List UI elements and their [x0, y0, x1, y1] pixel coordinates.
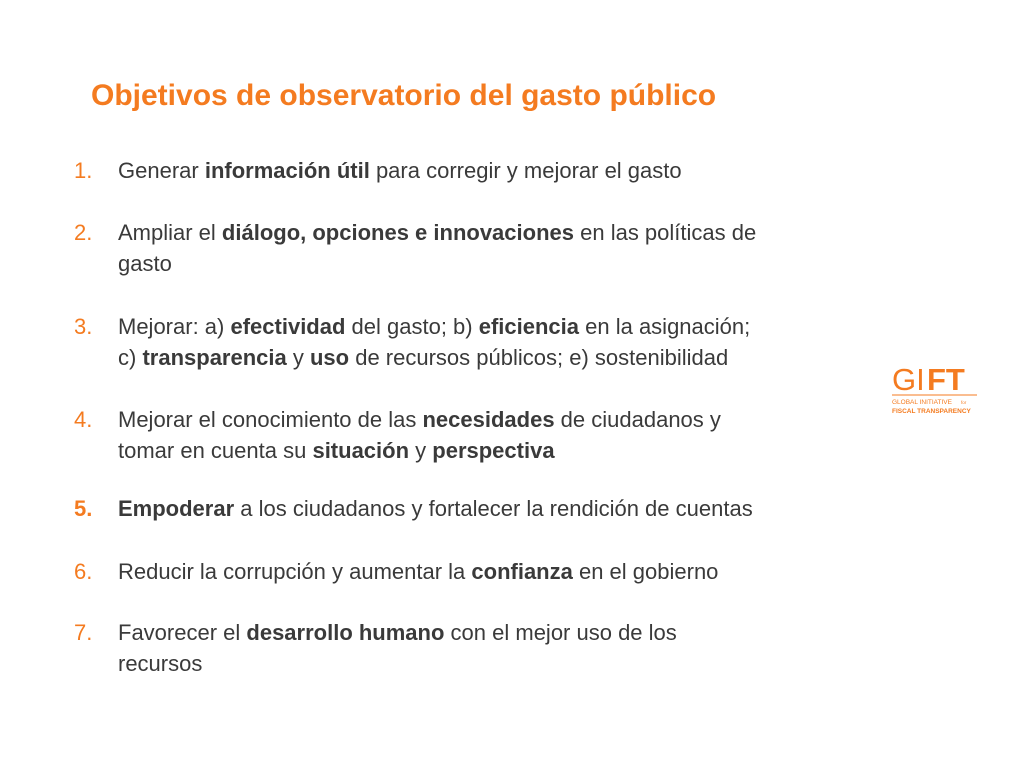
objective-fragment: a los ciudadanos y fortalecer la rendición de cuentas	[234, 496, 753, 521]
objective-fragment: de ciudadanos y	[554, 407, 721, 432]
objective-fragment: y	[409, 438, 433, 463]
objective-text	[118, 404, 874, 466]
objective-item	[74, 217, 874, 279]
objective-emphasis: Empoderar	[118, 496, 235, 521]
objective-number: 3.	[74, 314, 93, 339]
objective-item	[74, 493, 874, 524]
logo-line-2: FISCAL TRANSPARENCY	[892, 408, 971, 415]
objective-fragment: c)	[118, 345, 143, 370]
objective-fragment: Reducir la corrupción y aumentar la	[118, 559, 472, 584]
logo-line-1-small: for	[961, 400, 967, 405]
objective-fragment: Generar	[118, 158, 205, 183]
objective-fragment: de recursos públicos; e) sostenibilidad	[349, 345, 729, 370]
objective-text	[118, 493, 874, 524]
logo-wordmark-bold: FT	[927, 362, 965, 397]
objective-emphasis: perspectiva	[432, 438, 555, 463]
logo-line-1: GLOBAL INITIATIVE	[892, 399, 952, 406]
objective-item	[74, 155, 874, 186]
objective-emphasis: transparencia	[142, 345, 287, 370]
objective-fragment: con el mejor uso de los	[444, 620, 677, 645]
objective-emphasis: confianza	[471, 559, 573, 584]
objective-item	[74, 311, 874, 373]
objective-emphasis: eficiencia	[478, 314, 580, 339]
objective-emphasis: efectividad	[230, 314, 346, 339]
objective-fragment: del gasto; b)	[345, 314, 479, 339]
objective-number: 6.	[74, 559, 93, 584]
logo-wordmark-light: GI	[892, 362, 925, 397]
objective-emphasis: información útil	[204, 158, 370, 183]
objective-number: 1.	[74, 158, 93, 183]
objective-fragment: en las políticas de	[574, 220, 757, 245]
objective-item	[74, 404, 874, 466]
objective-emphasis: necesidades	[422, 407, 555, 432]
objective-fragment: para corregir y mejorar el gasto	[369, 158, 682, 183]
objective-number: 5.	[74, 496, 93, 521]
objective-text	[118, 617, 874, 679]
objective-text	[118, 311, 874, 373]
objective-fragment: en el gobierno	[572, 559, 719, 584]
objective-fragment: Ampliar el	[118, 220, 222, 245]
objective-fragment: Mejorar: a)	[118, 314, 231, 339]
objective-fragment: Favorecer el	[118, 620, 247, 645]
gift-logo-graphic	[891, 360, 981, 420]
objective-text	[118, 155, 874, 186]
objective-number: 4.	[74, 407, 93, 432]
objective-number: 7.	[74, 620, 93, 645]
objective-text	[118, 217, 874, 279]
gift-logo	[891, 360, 981, 420]
objective-fragment: tomar en cuenta su	[118, 438, 313, 463]
objective-number: 2.	[74, 220, 93, 245]
page-title: Objetivos de observatorio del gasto público	[91, 79, 717, 112]
objective-fragment: Mejorar el conocimiento de las	[118, 407, 423, 432]
objective-item	[74, 617, 874, 679]
objective-text	[118, 556, 874, 587]
objective-emphasis: uso	[309, 345, 350, 370]
objective-item	[74, 556, 874, 587]
objective-emphasis: situación	[312, 438, 410, 463]
objective-emphasis: desarrollo humano	[246, 620, 445, 645]
objective-fragment: en la asignación;	[579, 314, 751, 339]
objective-emphasis: diálogo, opciones e innovaciones	[221, 220, 574, 245]
objective-fragment: recursos	[118, 651, 203, 676]
objective-fragment: y	[286, 345, 310, 370]
objective-fragment: gasto	[118, 251, 172, 276]
